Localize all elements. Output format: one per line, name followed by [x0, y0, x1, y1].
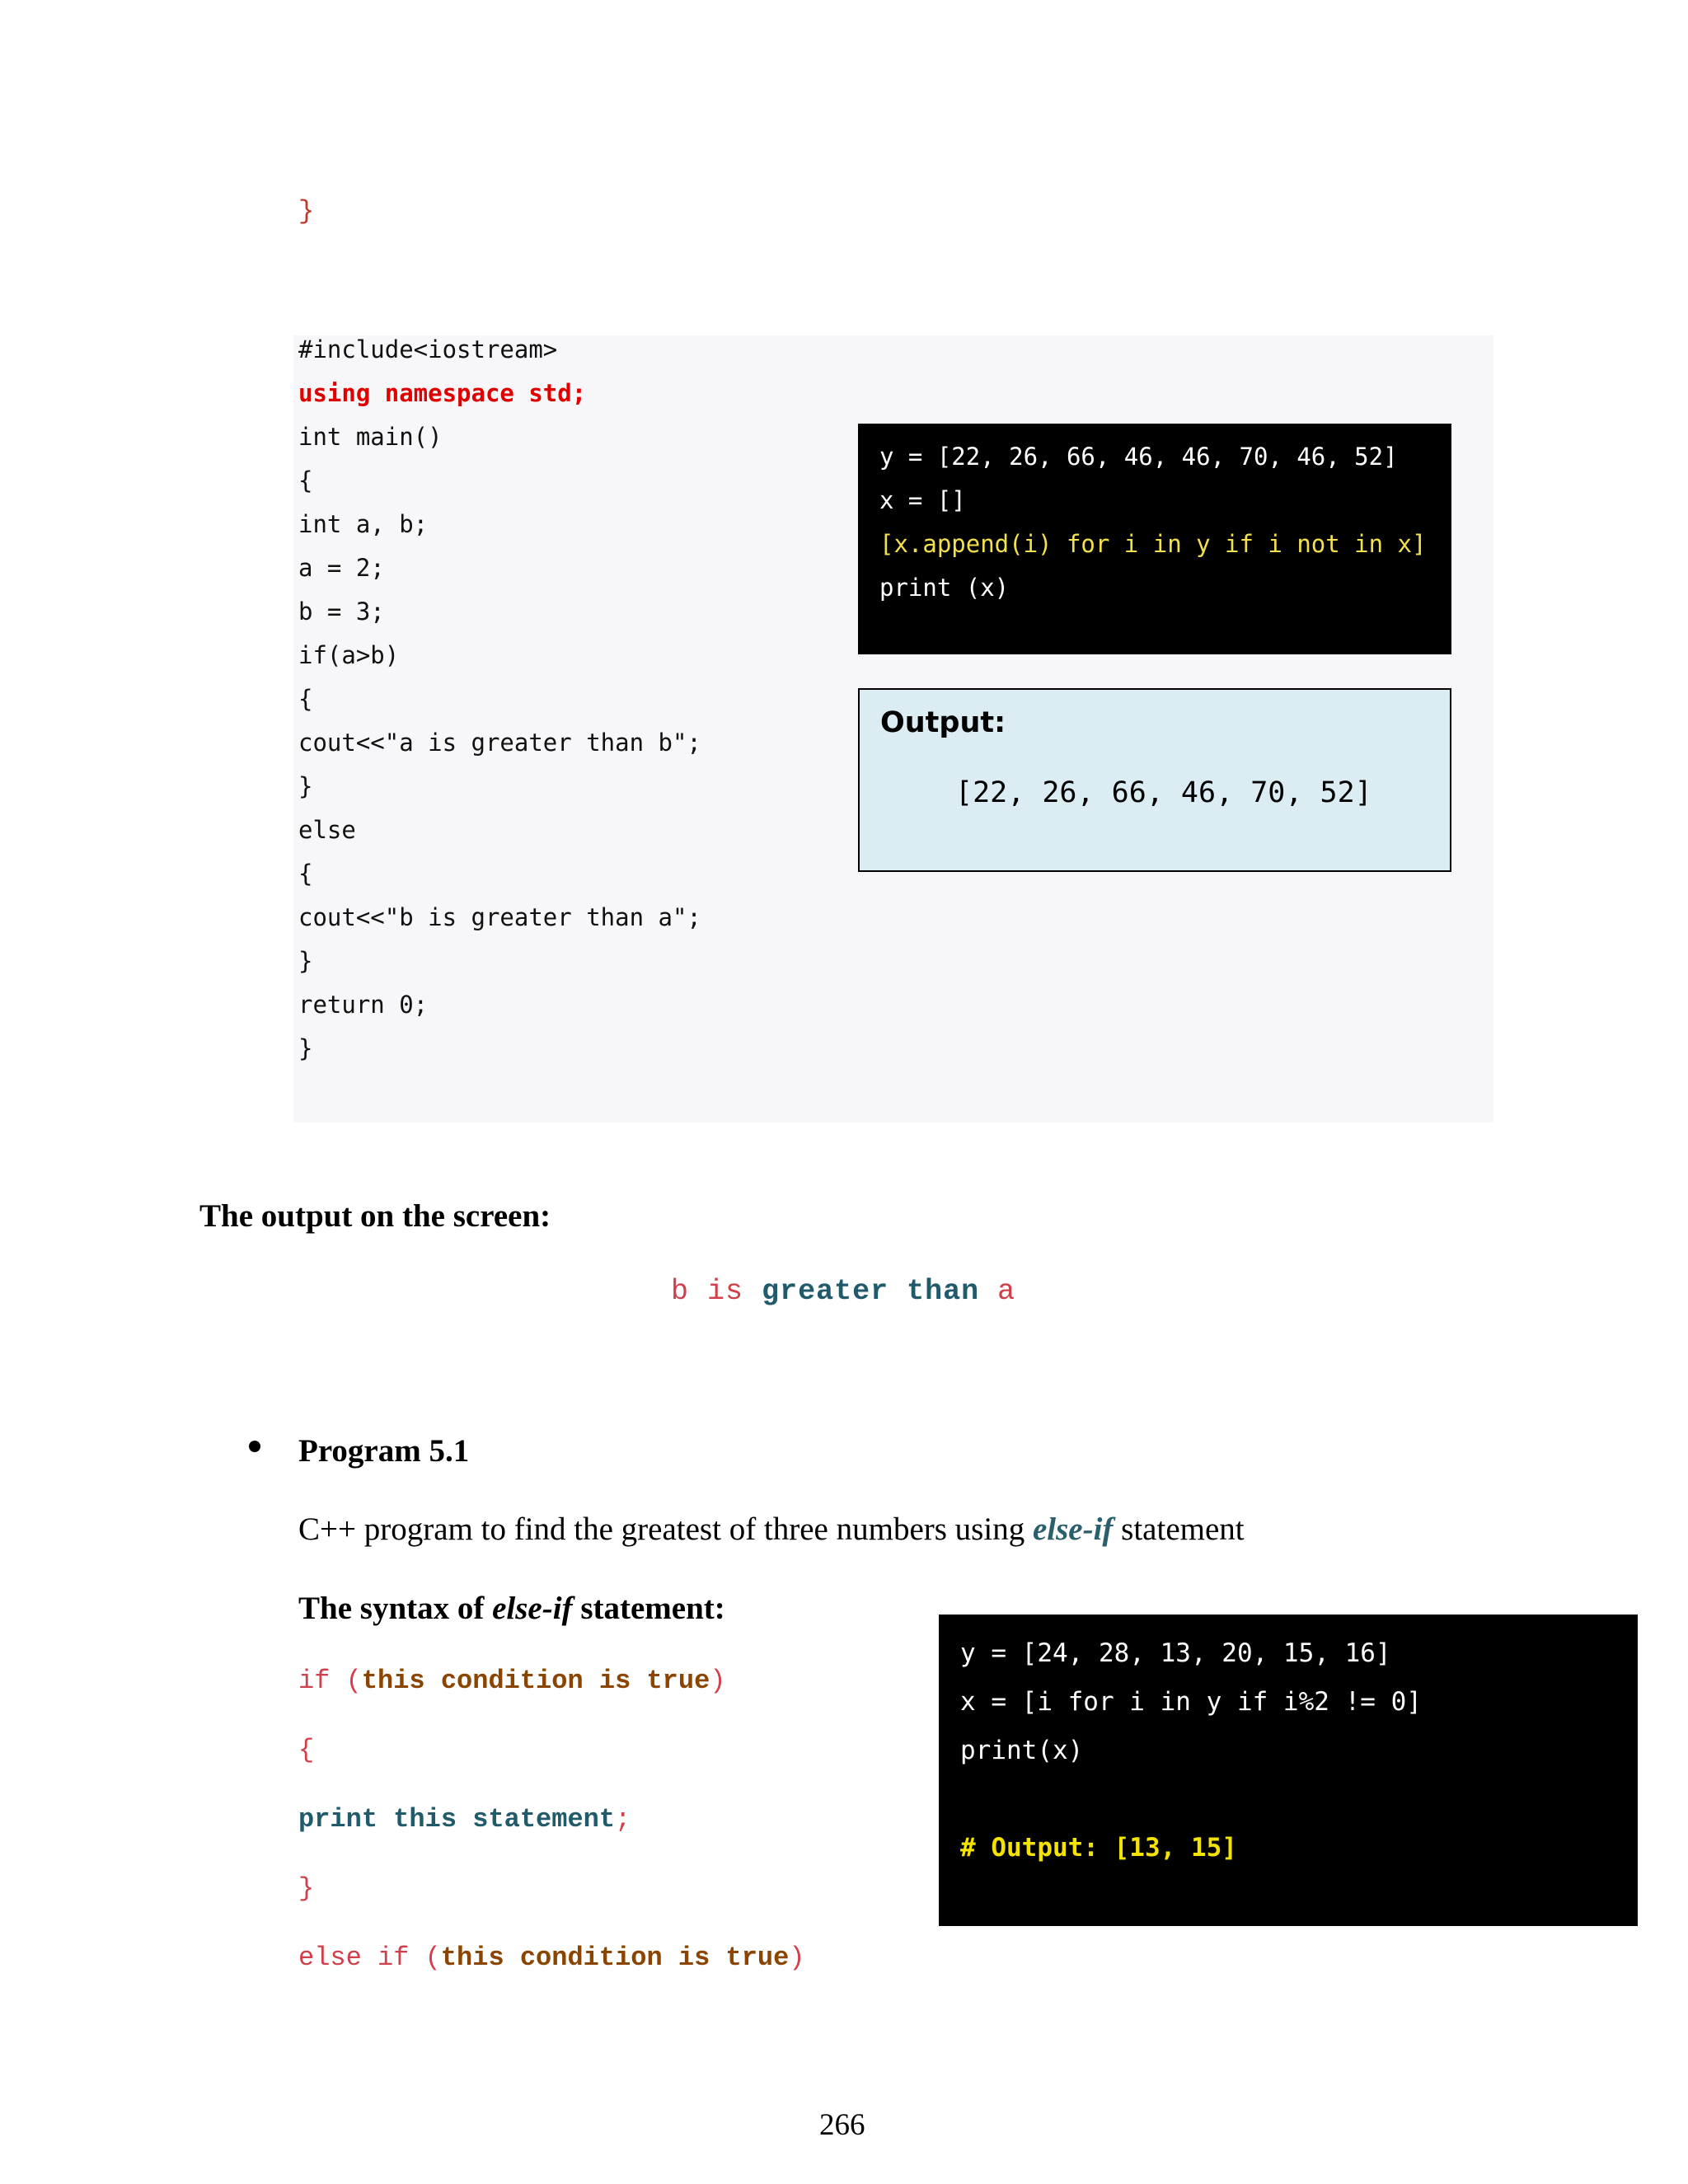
- desc-text: C++ program to find the greatest of three numbers using: [298, 1511, 1033, 1547]
- code-line: a = 2;: [298, 554, 385, 582]
- code-line: else: [298, 816, 356, 844]
- python-line: # Output: [13, 15]: [960, 1833, 1237, 1863]
- output-word: b: [671, 1275, 690, 1308]
- code-line: using namespace std;: [298, 379, 587, 407]
- syntax-paren: ): [710, 1666, 726, 1696]
- syntax-heading-text: statement:: [572, 1591, 725, 1626]
- page-number: 266: [819, 2108, 865, 2142]
- python-line: y = [22, 26, 66, 46, 46, 70, 46, 52]: [879, 443, 1398, 471]
- code-line: b = 3;: [298, 598, 385, 626]
- syntax-paren: (: [424, 1943, 441, 1973]
- syntax-condition: this condition is true: [361, 1666, 710, 1696]
- python-line: print(x): [960, 1736, 1084, 1765]
- section-heading: The output on the screen:: [199, 1198, 551, 1234]
- output-value: [22, 26, 66, 46, 70, 52]: [955, 776, 1372, 809]
- output-box: [858, 688, 1451, 872]
- syntax-heading-keyword: else-if: [492, 1591, 573, 1626]
- output-word: is: [707, 1275, 744, 1308]
- syntax-heading-text: The syntax of: [298, 1591, 493, 1626]
- program-title: Program 5.1: [298, 1433, 470, 1469]
- code-line: #include<iostream>: [298, 335, 558, 363]
- output-label: Output:: [880, 706, 1006, 739]
- code-line: int main(): [298, 423, 443, 451]
- syntax-line: }: [298, 1873, 315, 1904]
- python-line: y = [24, 28, 13, 20, 15, 16]: [960, 1638, 1391, 1668]
- code-line: cout<<"a is greater than b";: [298, 729, 701, 757]
- output-word: than: [907, 1275, 980, 1308]
- python-line: [x.append(i) for i in y if i not in x]: [879, 530, 1427, 558]
- syntax-semicolon: ;: [615, 1804, 631, 1835]
- syntax-keyword: if: [298, 1666, 331, 1696]
- code-line: }: [298, 947, 313, 975]
- syntax-paren: (: [345, 1666, 362, 1696]
- python-code-box-2: [939, 1615, 1638, 1926]
- bullet-icon: [249, 1441, 260, 1452]
- desc-keyword: else-if: [1032, 1511, 1114, 1547]
- desc-text: statement: [1113, 1511, 1245, 1547]
- python-line: x = []: [879, 486, 966, 514]
- syntax-line: [298, 1666, 725, 1696]
- syntax-condition: this condition is true: [440, 1943, 790, 1973]
- syntax-paren: ): [789, 1943, 805, 1973]
- code-line: {: [298, 466, 313, 494]
- closing-brace: }: [298, 196, 315, 227]
- syntax-statement: print this statement: [298, 1804, 616, 1835]
- syntax-line: {: [298, 1735, 315, 1765]
- python-code-box: [858, 424, 1451, 654]
- code-line: return 0;: [298, 991, 429, 1019]
- python-line: x = [i for i in y if i%2 != 0]: [960, 1687, 1422, 1717]
- output-word: greater: [762, 1275, 889, 1308]
- screen-output: [671, 1275, 1015, 1308]
- output-word: a: [997, 1275, 1016, 1308]
- code-line: cout<<"b is greater than a";: [298, 903, 701, 931]
- program-description: [298, 1511, 1245, 1548]
- code-line: }: [298, 772, 313, 800]
- code-line: if(a>b): [298, 641, 400, 669]
- code-line: }: [298, 1034, 313, 1062]
- code-line: int a, b;: [298, 510, 429, 538]
- python-line: [960, 1775, 1616, 1824]
- syntax-keyword: else if: [298, 1943, 410, 1973]
- syntax-heading: [298, 1590, 725, 1627]
- syntax-line: [298, 1943, 805, 1973]
- python-line: print (x): [879, 574, 1010, 602]
- code-line: {: [298, 860, 313, 888]
- syntax-line: [298, 1804, 631, 1835]
- code-line: {: [298, 685, 313, 713]
